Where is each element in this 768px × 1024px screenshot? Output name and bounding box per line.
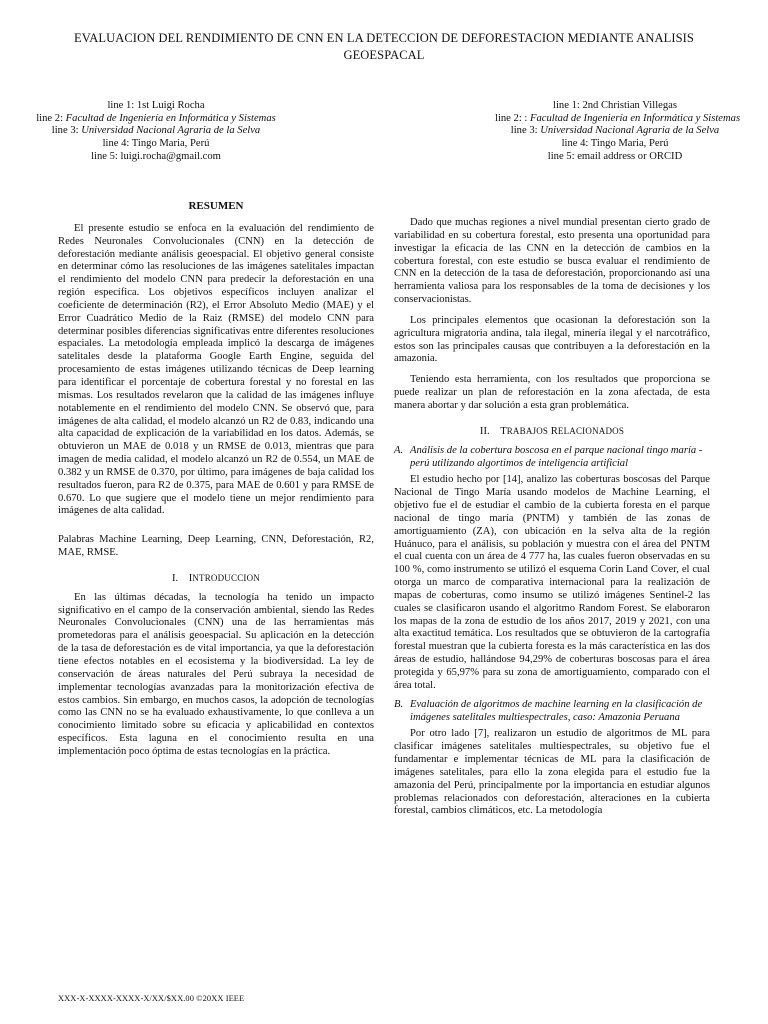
author-2-line-3: line 3: Universidad Nacional Agraria de la Selva: [510, 125, 720, 137]
footer-copyright: XXX-X-XXXX-XXXX-X/XX/$XX.00 ©20XX IEEE: [58, 994, 245, 1003]
author-1-line-2: line 2: Facultad de Ingeniería en Informática y Sistemas: [36, 112, 276, 124]
author-1-line-1: line 1: 1st Luigi Rocha: [107, 100, 205, 111]
right-paragraph-1: Dado que muchas regiones a nivel mundial presentan cierto grado de variabilidad en su cobertura forestal, esto presenta una oportunidad para investigar la eficacia de las CNN en la detección de cambios en la cobertura forestal, con este estudio se busca evaluar el rendimiento de CNN en la detección de la tasa de deforestación, proporcionando así una herramienta valiosa para los responsables de la toma de decisiones y los conservacionistas.: [394, 217, 710, 306]
author-block-1: [36, 100, 276, 164]
right-paragraph-3: Teniendo esta herramienta, con los resultados que proporciona se puede realizar un plan de reforestación en la zona afectada, de esta manera abortar y dar solución a esta gran problemática.: [394, 374, 710, 411]
section-2-heading: II. TRABAJOS RELACIONADOS: [479, 425, 625, 437]
right-column: [394, 217, 710, 818]
subsection-a-heading: A. Análisis de la cobertura boscosa en el parque nacional tingo maría - perú utilizando algortimos de inteligencia artificial: [394, 444, 703, 469]
keywords: Palabras Machine Learning, Deep Learning, CNN, Deforestación, R2, MAE, RMSE.: [58, 534, 374, 559]
subsection-a-text: El estudio hecho por [14], analizo las coberturas boscosas del Parque Nacional de Tingo María usando modelos de Machine Learning, el objetivo fue el de estudiar el cambio de la cubierta foresta en el parque nacional de tingo maría (PNTM) y también de las zonas de amortiguamiento (ZA), con ubicación en la selva alta de la región Huánuco, para el análisis, su población y muestra con el área del PNTM el cual cuenta con un área de 4 777 ha, las cuales fueron observadas en su 100 %, como instrumento se utilizó el esquema Corin Land Cover, el cual otorga un marco de comparativa internacional para la realización de mapas de coberturas, como insumo se utilizó imágenes Sentinel-2 las cuales se clasificaron usando el algoritmo Random Forest. Se elaboraron los mapas de la zona de estudio de los años 2017, 2019 y 2021, con una alta exactitud temática. Los resultados que se obtuvieron de la cartografía forestal muestran que la cubierta foresta es la más característica en las dos áreas de estudio, hallándose 94,29% de coberturas boscosas para el área protegida y 65,97% para su zona de amortiguamiento, comparado con el área total.: [394, 474, 710, 691]
abstract-text: El presente estudio se enfoca en la evaluación del rendimiento de Redes Neuronales Convolucionales (CNN) en la detección de deforestación mediante análisis geoespacial. El objetivo general consiste en determinar cómo las resoluciones de las imágenes satelitales impactan el rendimiento del modelo CNN para predecir la deforestación en una región específica. Los objetivos específicos incluyen analizar el coeficiente de determinación (R2), el Error Absoluto Medio (MAE) y el Error Cuadrático Medio de la Raiz (RMSE) del modelo CNN para determinar posibles diferencias significativas entre diferentes resoluciones espaciales. La metodología empleada implicó la descarga de imágenes satelitales desde la plataforma Google Earth Engine, seguida del procesamiento de estas imágenes utilizando técnicas de Deep learning para identificar el porcentaje de cobertura forestal y no forestal en las mismas. Los resultados revelaron que la calidad de las imágenes influye notablemente en el rendimiento del modelo CNN. Se observó que, para imágenes de alta calidad, el modelo alcanzó un R2 de 0.83, indicando una alta capacidad de explicación de la variabilidad en los datos. Además, se obtuvieron un MAE de 0.018 y un RMSE de 0.013, mientras que para imagen de media calidad, el modelo alcanzó un R2 de 0.554, un MAE de 0.382 y un RMSE de 0.370, por último, para imágenes de baja calidad los resultados fueron, para R2 de 0.375, para MAE de 0.601 y para RMSE de 0.670. Lo que sugiere que el modelo tiene un mejor rendimiento para imágenes de alta calidad.: [58, 222, 374, 517]
subsection-b-heading: B. Evaluación de algoritmos de machine learning en la clasificación de imágenes satelitales multiespectrales, caso: Amazonia Peruana: [394, 698, 703, 723]
author-2-line-4: line 4: Tingo Maria, Perú: [561, 138, 669, 150]
paper-title: EVALUACION DEL RENDIMIENTO DE CNN EN LA DETECCION DE DEFORESTACION MEDIANTE ANALISIS GEOESPACAL: [74, 31, 694, 62]
abstract-heading: RESUMEN: [188, 200, 244, 212]
author-2-line-1: line 1: 2nd Christian Villegas: [553, 100, 677, 111]
author-block-2: [495, 100, 741, 164]
author-1-line-5: line 5: luigi.rocha@gmail.com: [91, 150, 221, 162]
right-paragraph-2: Los principales elementos que ocasionan la deforestación son la agricultura migratoria andina, tala ilegal, minería ilegal y el narcotráfico, estos son las principales causas que contribuyen a la deforestación en la amazonia.: [394, 314, 710, 365]
author-1-line-3: line 3: Universidad Nacional Agraria de la Selva: [51, 125, 261, 137]
section-1-heading: I. INTRODUCCION: [171, 572, 260, 584]
author-2-line-2: line 2: : Facultad de Ingeniería en Informática y Sistemas: [495, 112, 741, 124]
author-1-line-4: line 4: Tingo Maria, Perú: [102, 138, 210, 150]
left-column: [58, 200, 374, 759]
introduction-text: En las últimas décadas, la tecnología ha tenido un impacto significativo en el campo de la conservación ambiental, siendo las Redes Neuronales Convolucionales (CNN) una de las herramientas más prometedoras para el análisis geoespacial. Su aplicación en la detección de la tasa de deforestación es de vital importancia, ya que la deforestación tiene efectos notables en el ecosistema y la biodiversidad. La ley de conservación de áreas naturales del Perú subraya la necesidad de implementar tecnologías avanzadas para la monitorización efectiva de estos cambios. Sin embargo, en muchos casos, la adopción de tecnologías como las CNN no se ha evaluado exhaustivamente, lo que conlleva a un conocimiento limitado sobre su eficacia y aplicabilidad en contextos específicos. Esta laguna en el conocimiento resulta en una implementación poco óptima de estas tecnologías en la práctica.: [58, 591, 374, 757]
author-2-line-5: line 5: email address or ORCID: [547, 150, 683, 162]
subsection-b-text: Por otro lado [7], realizaron un estudio de algoritmos de ML para clasificar imágenes satelitales multiespectrales, su objetivo fue el fundamentar e implementar técnicas de ML para la clasificación de imágenes satelitales, para ello la zona elegida para el estudio fue la amazonia del Perú, principalmente por la importancia en estudiar algunos problemas relacionados con deforestación, alteraciones en la cubierta forestal, cambios climáticos, etc. La metodología: [394, 728, 710, 817]
